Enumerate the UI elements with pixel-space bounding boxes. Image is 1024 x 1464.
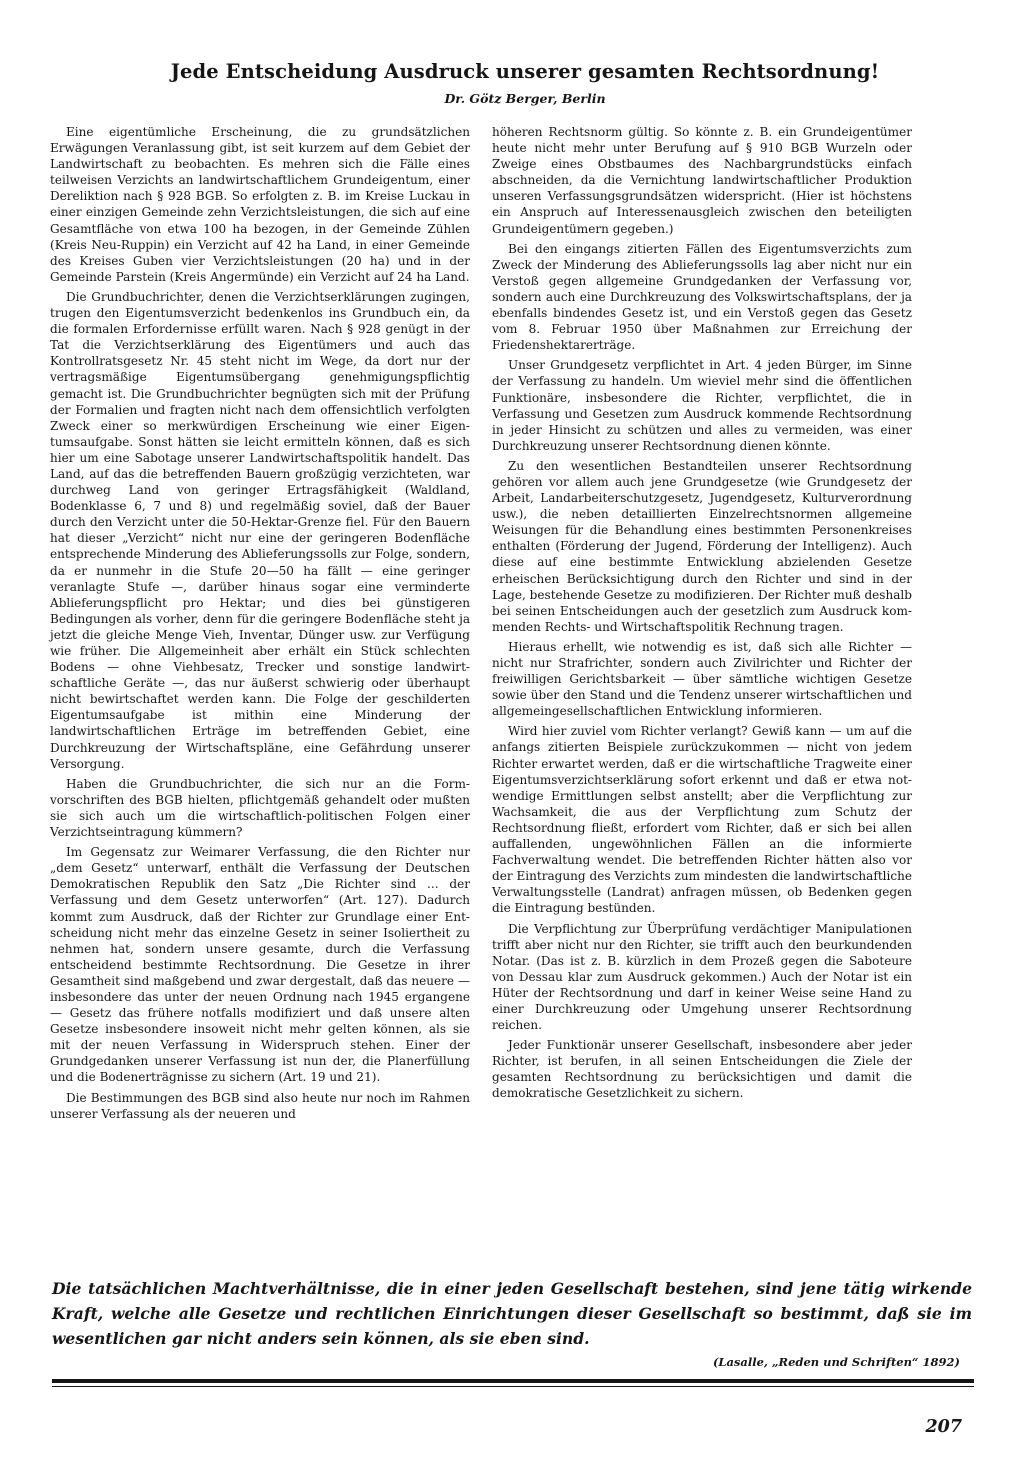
paragraph: Zu den wesentlichen Bestandteilen unserer Rechtsordnung gehören vor allem auch jene Grundgesetze (wie Grundgesetz der Arbeit, Landarbeiterschutzgesetz, Jugendgesetz, Kulturverordnung usw.), die neben detaillierten Einzelrechtsnormen allgemeine Weisungen für die Behandlung eines bestimmten Personenkreises enthalten (Förderung der Jugend, Förderung der Intelligenz). Auch diese auf eine bestimmte Entwicklung abzielenden Gesetze erheischen Berücksichtigung durch den Richter und sind in der Lage, bestehende Gesetze zu modifizieren. Der Richter muß deshalb bei seinen Entscheidungen auch der gesetzlich zum Ausdruck kommenden Rechts- und Wirtschaftspolitik Rechnung tragen.	[492, 458, 912, 634]
page-number: 207	[925, 1417, 962, 1437]
paragraph: Wird hier zuviel vom Richter verlangt? Gewiß kann — um auf die anfangs zitierten Beispiele zurückzukommen — nicht von jedem Richter erwartet werden, daß er die wirtschaftliche Tragweite einer Eigentumsverzichtserklärung sofort erkennt und daß er etwa notwendige Ermittlungen selbst anstellt; aber die Verpflichtung zur Wachsamkeit, die aus der Verpflichtung zum Schutz der Rechtsordnung fließt, erfordert vom Richter, daß er sich bei allen auffallenden, ungewöhnlichen Fällen an die informierte Fachverwaltung wendet. Die betreffenden Richter hätten also vor der Eintragung des Verzichts zum mindesten die landwirtschaftliche Verwaltungsstelle (Landrat) anfragen müssen, ob Bedenken gegen die Eintragung bestünden.	[492, 724, 912, 916]
paragraph: Die Grundbuchrichter, denen die Verzichtserklärungen zugingen, trugen den Eigentumsverzicht bedenkenlos ins Grundbuch ein, da die formalen Erfordernisse erfüllt waren. Nach § 928 genügt in der Tat die Verzichtserklärung des Eigentümers und auch das Kontrollratsgesetz Nr. 45 steht nicht im Wege, da dort nur der vertragsmäßige Eigentumsübergang genehmigungspflichtig gemacht ist. Die Grundbuchrichter begnügten sich mit der Prüfung der Formalien und fragten nicht nach dem offensichtlich verfolgten Zweck einer so merkwürdigen Erscheinung wie einer Eigentumsaufgabe. Sonst hätten sie leicht ermitteln können, daß es sich hier um eine Sabotage unserer Landwirtschaftspolitik handelt. Das Land, auf das die betreffenden Bauern großzügig verzichteten, war durchweg Land von geringer Ertragsfähigkeit (Waldland, Bodenklasse 6, 7 und 8) und regelmäßig soviel, daß der Bauer durch den Verzicht unter die 50-Hektar-Grenze fiel. Für den Bauern hat dieser „Verzicht“ nicht nur eine der geringeren Bodenfläche entsprechende Minderung des Ablieferungssolls zur Folge, sondern, da er nunmehr in die Stufe 20—50 ha fällt — eine geringer veranlagte Stufe —, darüber hinaus sogar eine verminderte Ablieferungspflicht pro Hektar; und dies bei günstigeren Bedingungen als vorher, denn für die geringere Bodenfläche steht ja jetzt die gleiche Menge Vieh, Inventar, Dünger usw. zur Verfügung wie früher. Die Allgemeinheit aber erhält ein Stück schlechten Bodens — ohne Viehbesatz, Trecker und sonstige landwirtschaftliche Geräte —, das nur äußerst schwierig oder überhaupt nicht bewirtschaftet werden kann. Die Folge der geschilderten Eigentumsaufgabe ist mithin eine Minderung der landwirtschaftlichen Erträge im betreffenden Gebiet, eine Durchkreuzung der Wirtschaftspläne, eine Gefährdung unserer Versorgung.	[50, 289, 470, 771]
right-column	[492, 124, 912, 1106]
paragraph: Die Verpflichtung zur Überprüfung verdächtiger Manipulationen trifft aber nicht nur den Richter, sie trifft auch den beurkundenden Notar. (Das ist z. B. kürzlich in dem Prozeß gegen die Saboteure von Dessau klar zum Ausdruck gekommen.) Auch der Notar ist ein Hüter der Rechtsordnung und darf in keiner Weise seine Hand zu einer Durchkreuzung oder Umgehung unserer Rechtsordnung reichen.	[492, 921, 912, 1033]
article-title: Jede Entscheidung Ausdruck unserer gesamten Rechtsordnung!	[170, 60, 880, 83]
divider-thick	[52, 1379, 974, 1383]
quote-source: (Lasalle, „Reden und Schriften“ 1892)	[712, 1355, 960, 1369]
quote-text: Die tatsächlichen Machtverhältnisse, die in einer jeden Gesellschaft bestehen, sind jene tätig wirkende Kraft, welche alle Gesetze und rechtlichen Einrichtungen dieser Gesellschaft so bestimmt, daß sie im wesentlichen gar nicht anders sein können, als sie eben sind.	[52, 1279, 972, 1348]
quote-box	[52, 1276, 972, 1351]
divider-thin	[52, 1386, 974, 1387]
article-author: Dr. Götz Berger, Berlin	[444, 91, 606, 106]
paragraph: Jeder Funktionär unserer Gesellschaft, insbesondere aber jeder Richter, ist berufen, in all seinen Entscheidungen die Ziele der gesamten Rechtsordnung zu berücksichtigen und damit die demokratische Gesetzlichkeit zu sichern.	[492, 1038, 912, 1101]
left-column	[50, 124, 470, 1126]
paragraph: Eine eigentümliche Erscheinung, die zu grundsätzlichen Erwägungen Veranlassung gibt, ist seit kurzem auf dem Gebiet der Landwirtschaft zu beobachten. Es mehren sich die Fälle eines teilweisen Verzichts an landwirtschaftlichem Grundeigentum, einer Dereliktion nach § 928 BGB. So erfolgten z. B. im Kreise Luckau in einer einzigen Gemeinde zehn Verzichtsleistungen, die sich auf eine Gesamtfläche von etwa 100 ha bezogen, in der Gemeinde Zühlen (Kreis Neu-Ruppin) ein Verzicht auf 42 ha Land, in einer Gemeinde des Kreises Guben vier Verzichtsleistungen (20 ha) und in der Gemeinde Parstein (Kreis Angermünde) ein Verzicht auf 24 ha Land.	[50, 125, 470, 284]
paragraph: Bei den eingangs zitierten Fällen des Eigentumsverzichts zum Zweck der Minderung des Ablieferungssolls lag aber nicht nur ein Verstoß gegen allgemeine Grundgedanken der Verfassung vor, sondern auch eine Durchkreuzung des Volkswirtschaftsplans, der ja ebenfalls bindendes Gesetz ist, und ein Verstoß gegen das Gesetz vom 8. Februar 1950 über Maßnahmen zur Erreichung der Friedenshektarerträge.	[492, 241, 912, 353]
paragraph-continuation: höheren Rechtsnorm gültig. So könnte z. B. ein Grundeigentümer heute nicht mehr unter Berufung auf § 910 BGB Wurzeln oder Zweige eines Obstbaumes des Nachbargrundstücks einfach abschneiden, da die Vernichtung landwirtschaftlicher Produktion unseren Verfassungsgrundsätzen widerspricht. (Hier ist höchstens ein Anspruch auf Interessenausgleich zwischen den beteiligten Grundeigentümern gegeben.)	[492, 125, 912, 236]
paragraph: Unser Grundgesetz verpflichtet in Art. 4 jeden Bürger, im Sinne der Verfassung zu handeln. Um wieviel mehr sind die öffentlichen Funktionäre, insbesondere die Richter, verpflichtet, die in Verfassung und Gesetzen zum Ausdruck kommende Rechtsordnung in jeder Hinsicht zu schützen und alles zu vermeiden, was einer Durchkreuzung unserer Rechtsordnung dienen könnte.	[492, 358, 912, 453]
paragraph: Haben die Grundbuchrichter, die sich nur an die Formvorschriften des BGB hielten, pflichtgemäß gehandelt oder mußten sie sich auch um die wirtschaftlich-politischen Folgen einer Verzichtseintragung kümmern?	[50, 776, 470, 840]
paragraph: Hieraus erhellt, wie notwendig es ist, daß sich alle Richter — nicht nur Strafrichter, sondern auch Zivilrichter und Richter der freiwilligen Gerichtsbarkeit — über sämtliche wichtigen Gesetze sowie über den Stand und die Tendenz unserer wirtschaftlichen und allgemeingesellschaftlichen Entwicklung informieren.	[492, 639, 912, 719]
paragraph: Im Gegensatz zur Weimarer Verfassung, die den Richter nur „dem Gesetz“ unterwarf, enthält die Verfassung der Deutschen Demokratischen Republik den Satz „Die Richter sind ... der Verfassung und dem Gesetz unterworfen“ (Art. 127). Dadurch kommt zum Ausdruck, daß der Richter zur Grundlage einer Entscheidung nicht mehr das einzelne Gesetz in seiner Isoliertheit zu nehmen hat, sondern unsere gesamte, durch die Verfassung entscheidend bestimmte Rechtsordnung. Die Gesetze in ihrer Gesamtheit sind maßgebend und zwar dergestalt, daß das neuere — insbesondere das unter der neuen Ordnung nach 1945 ergangene — Gesetz das frühere notfalls modifiziert und daß unsere alten Gesetze insbesondere insoweit nicht mehr gelten können, als sie mit der neuen Verfassung in Widerspruch stehen. Einer der Grundgedanken unserer Verfassung ist nun der, die Planerfüllung und die Bodenerträgnisse zu sichern (Art. 19 und 21).	[50, 845, 470, 1085]
paragraph: Die Bestimmungen des BGB sind also heute nur noch im Rahmen unserer Verfassung als der neueren und	[50, 1090, 470, 1121]
